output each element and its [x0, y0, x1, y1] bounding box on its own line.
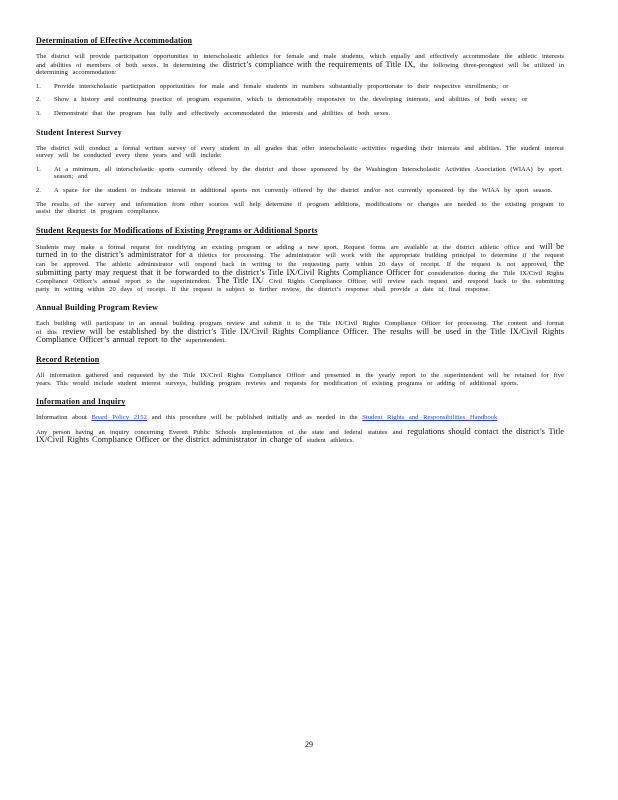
page-number: 29: [305, 740, 313, 749]
inquiry-p2: Any person having an inquiry concerning Everett Public Schools implementation of the state and federal statutes and regulations should contact the district’s Title IX/Civil Rights Compliance Officer or the district administrator in charge of student athletics.: [36, 426, 564, 445]
list-item: 2. Show a history and continuing practice of program expansion, which is demonstrably responsive to the developing interests, and abilities of both sexes; or: [36, 96, 528, 104]
heading-inquiry: Information and Inquiry: [36, 397, 126, 407]
determination-intro: The district will provide participation opportunities in interscholastic athletics for female and male students, which equally and effectively accommodate the athletic interests and abilities of members of both sexes. In determining the district’s compliance with the requirements of Title IX, the following three-prongtest will be utilized in determining accommodation:: [36, 53, 564, 77]
annual-body: Each building will participate in an annual building program review and submit it to the Title IX/Civil Rights Compliance Officer for processing. The content and format of this review will be established by the district’s Title IX/Civil Rights Compliance Officer. The results will be used in the Title IX/Civil Rights Compliance Officer’s annual report to the superintendent.: [36, 320, 565, 345]
handbook-link[interactable]: Student Rights and Responsibilities Handbook: [362, 414, 498, 422]
list-item: 3. Demonstrate that the program has fully and effectively accommodated the interests and abilities of both sexes.: [36, 109, 391, 117]
requests-body: Students may make a formal request for modifying an existing program or adding a new sport. Request forms are available at the district athletic office and will be turned in to the district’s administrator for a thletics for processing. The administrator will work with the appropriate building principal to determine if the request can be approved. The athletic administrator will respond back in writing to the requesting party within 20 days of receipt. If the request is not approved, the submitting party may request that it be forwarded to the district’s Title IX/Civil Rights Compliance Officer for consideration during the Title IX/Civil Rights Compliance Officer’s annual report to the superintendent. The Title IX/ Civil Rights Compliance Officer will review each request and respond back to the submitting party in writing within 20 days of receipt. If the request is subject to further review, the district’s response shall provide a date of final response.: [36, 241, 565, 293]
survey-intro: The district will conduct a formal written survey of every student in all grades that offer interscholastic activities regarding their interests and abilities. The student interest survey will be conducted every three years and will include:: [36, 144, 564, 160]
heading-determination: Determination of Effective Accommodation: [36, 36, 193, 45]
heading-survey: Student Interest Survey: [36, 127, 122, 137]
inquiry-p1: Information about Board Policy 2152 and this procedure will be published initially and as needed in the Student Rights and Responsibilities Handbook: [36, 414, 498, 422]
list-item: 1. At a minimum, all interscholastic sports currently offered by the district and those sponsored by the Washington Interscholastic Activities Association (WIAA) by sport season; and: [36, 165, 562, 181]
section-determination: [36, 36, 564, 118]
heading-retention: Record Retention: [36, 355, 100, 365]
section-requests: [36, 226, 564, 294]
document-page: [36, 36, 564, 451]
list-item: 1. Provide interscholastic participation opportunities for male and female students in numbers substantially proportionate to their respective enrollments; or: [36, 82, 509, 90]
list-item: 2. A space for the student to indicate interest in additional sports not currently offered by the district and/or not currently sponsored by the WIAA by sport season.: [36, 186, 553, 194]
section-survey: [36, 128, 564, 216]
heading-annual: Annual Building Program Review: [36, 303, 159, 313]
section-retention: [36, 355, 564, 387]
survey-closing: The results of the survey and information from other sources will help determine if program additions, modifications or changes are needed to the existing program to assist the district in program compliance.: [36, 200, 564, 216]
heading-requests: Student Requests for Modifications of Existing Programs or Additional Sports: [36, 225, 318, 235]
survey-list: [36, 166, 564, 195]
retention-body: All information gathered and requested by the Title IX/Civil Rights Compliance Officer and presented in the yearly report to the superintendent will be retained for five years. This would include student interest surveys, building program reviews and requests for modification of existing programs or adding of additional sports.: [36, 372, 564, 387]
board-policy-link[interactable]: Board Policy 2152: [91, 414, 147, 422]
section-inquiry: [36, 397, 564, 445]
determination-list: [36, 83, 564, 118]
section-annual: [36, 303, 564, 345]
